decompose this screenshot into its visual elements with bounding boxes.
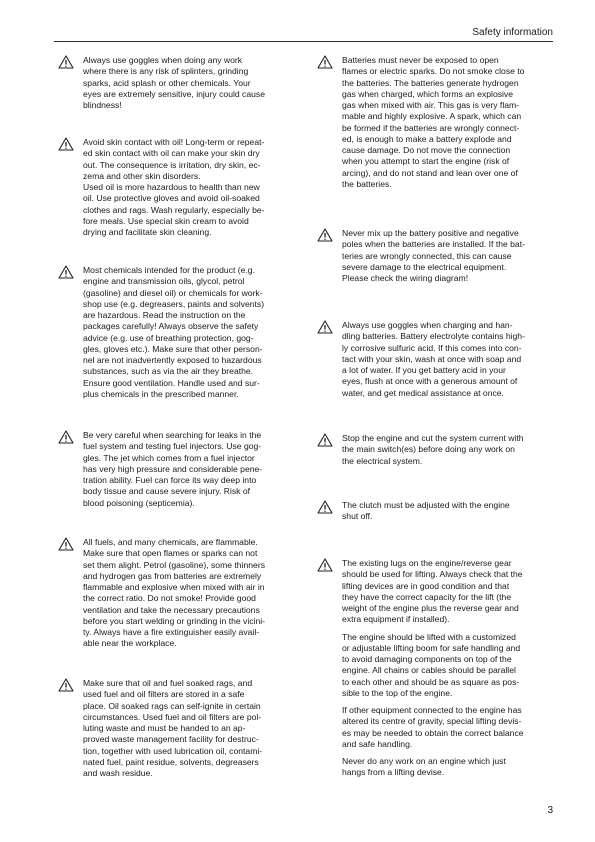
text-line: the batteries. The batteries generate hydrogen	[342, 77, 519, 88]
text-line: sparks, acid splash or other chemicals. Your	[83, 77, 251, 88]
warning-paragraph	[342, 756, 524, 779]
warning-paragraph	[342, 500, 510, 523]
warning-text	[342, 558, 524, 785]
warning-paragraph	[342, 320, 525, 399]
text-line: clothes and rags. Wash regularly, especially be-	[83, 204, 265, 215]
text-line: Ensure good ventilation. Handle used and sur-	[83, 377, 260, 388]
text-line: Stop the engine and cut the system current with	[342, 433, 524, 443]
warning-triangle-icon	[58, 430, 74, 444]
text-line: Be very careful when searching for leaks in the	[83, 430, 262, 440]
warning-triangle-icon	[58, 678, 74, 692]
text-line: Never do any work on an engine which just	[342, 756, 506, 766]
text-line: Used oil is more hazardous to health than new	[83, 182, 260, 192]
warning-text	[83, 55, 265, 117]
warning-triangle-icon	[317, 558, 333, 572]
text-line: shop use (e.g. degreasers, paints and solvents)	[83, 298, 265, 309]
warning-text	[342, 500, 510, 529]
text-line: Never mix up the battery positive and negative	[342, 228, 519, 238]
warning-triangle-icon	[58, 537, 74, 551]
text-line: plus chemicals in the prescribed manner.	[83, 388, 239, 399]
text-line: the batteries.	[342, 178, 392, 189]
text-line: eyes are extremely sensitive, injury could cause	[83, 88, 265, 99]
warning-paragraph	[342, 632, 524, 700]
warning-text	[83, 430, 262, 515]
text-line: The existing lugs on the engine/reverse gear	[342, 558, 512, 568]
text-line: Make sure that oil and fuel soaked rags, and	[83, 678, 253, 688]
text-line: The clutch must be adjusted with the engine	[342, 500, 510, 510]
text-line: ed skin contact with oil can make your skin dry	[83, 148, 260, 159]
text-line: before you start welding or grinding in the vicini-	[83, 615, 265, 626]
text-line: ventilation and take the necessary precautions	[83, 604, 260, 615]
text-line: Batteries must never be exposed to open	[342, 55, 499, 65]
text-line: engine and transmission oils, glycol, petrol	[83, 276, 245, 287]
text-line: ed, is enough to make a battery explode and	[342, 133, 512, 144]
text-line: fore meals. Use special skin cream to avoid	[83, 215, 249, 226]
warning-paragraph	[342, 558, 524, 626]
text-line: the correct ratio. Do not smoke! Provide good	[83, 593, 256, 604]
text-line: zema and other skin disorders.	[83, 170, 201, 181]
text-line: ly corrosive sulfuric acid. If this comes into con-	[342, 342, 522, 353]
text-line: arcing), and do not stand and lean over one of	[342, 167, 518, 178]
text-line: tration ability. Fuel can force its way deep into	[83, 475, 257, 485]
warning-paragraph	[83, 265, 264, 400]
text-line: lifting devices are in good condition and that	[342, 580, 510, 591]
warning-paragraph	[83, 537, 265, 650]
text-line: Please check the wiring diagram!	[342, 273, 469, 283]
text-line: poles when the batteries are installed. If the bat-	[342, 239, 525, 250]
text-line: Most chemicals intended for the product (e.g.	[83, 265, 255, 275]
warning-paragraph	[83, 55, 265, 111]
text-line: blindness!	[83, 100, 122, 110]
text-line: luting waste and must be handed to an ap-	[83, 723, 246, 733]
page-header	[0, 0, 595, 40]
text-line: es may be needed to obtain the correct balance	[342, 727, 524, 738]
warning-triangle-icon	[317, 320, 333, 334]
warning-triangle-icon	[317, 433, 333, 447]
text-line: and hydrogen gas from batteries are extremely	[83, 570, 262, 581]
header-divider	[54, 41, 553, 42]
text-line: body tissue and cause severe injury. Risk of	[83, 486, 251, 497]
text-line: flammable and explosive when mixed with air in	[83, 582, 265, 592]
text-line: shut off.	[342, 511, 373, 522]
text-line: or adjustable lifting boom for safe handling and	[342, 642, 521, 653]
warning-paragraph	[83, 678, 262, 779]
text-line: (gasoline) and diesel oil) or chemicals for work-	[83, 287, 263, 298]
text-line: gles, gloves etc.). Make sure that other person-	[83, 343, 263, 354]
text-line: mable and highly explosive. A spark, which can	[342, 111, 522, 122]
text-line: engine. All chains or cables should be parallel	[342, 665, 516, 676]
warning-triangle-icon	[317, 55, 333, 69]
header-section-title: Safety information	[472, 27, 553, 38]
text-line: nated fuel, paint residue, solvents, degreasers	[83, 756, 259, 767]
text-line: drying and facilitate skin cleaning.	[83, 227, 212, 237]
text-line: Always use goggles when charging and han-	[342, 320, 513, 330]
warning-text	[83, 678, 262, 785]
warning-triangle-icon	[58, 55, 74, 69]
text-line: flames or electric sparks. Do not smoke close to	[342, 66, 525, 77]
text-line: gles. The jet which comes from a fuel injector	[83, 452, 255, 463]
text-line: Make sure that open flames or sparks can not	[83, 548, 258, 559]
warning-paragraph	[83, 137, 265, 238]
text-line: where there is any risk of splinters, grinding	[83, 66, 249, 77]
text-line: fuel system and testing fuel injectors. Use gog-	[83, 441, 262, 452]
text-line: and safe handling.	[342, 738, 413, 749]
text-line: eyes, flush at once with a generous amount of	[342, 376, 518, 387]
text-line: out. The consequence is irritation, dry skin, ec-	[83, 159, 261, 170]
text-line: sible to the top of the engine.	[342, 687, 453, 698]
text-line: gas when mixed with air. This gas is very flam-	[342, 100, 520, 110]
text-line: when you attempt to start the engine (risk of	[342, 156, 510, 167]
text-line: advice (e.g. use of breathing protection, gog-	[83, 332, 254, 343]
text-line: are hazardous. Read the instruction on the	[83, 310, 246, 320]
text-line: oil. Use protective gloves and avoid oil-soaked	[83, 193, 260, 204]
text-line: weight of the engine plus the reverse gear and	[342, 603, 519, 613]
text-line: a lot of water. If you get battery acid in your	[342, 365, 506, 375]
text-line: substances, such as via the air they breathe.	[83, 366, 254, 377]
text-line: proved waste management facility for destruc-	[83, 734, 259, 745]
text-line: circumstances. Used fuel and oil filters are pol-	[83, 711, 262, 722]
text-line: blood poisoning (septicemia).	[83, 497, 195, 508]
warning-paragraph	[342, 433, 524, 467]
text-line: used fuel and oil filters are stored in a safe	[83, 689, 245, 700]
text-line: tact with your skin, wash at once with soap and	[342, 353, 522, 364]
text-line: nel are not inadvertently exposed to hazardous	[83, 355, 262, 365]
text-line: Always use goggles when doing any work	[83, 55, 243, 65]
text-line: Avoid skin contact with oil! Long-term or repeat-	[83, 137, 265, 147]
text-line: they have the correct capacity for the lift (the	[342, 591, 512, 602]
text-line: hangs from a lifting devise.	[342, 767, 445, 778]
warning-paragraph	[342, 228, 525, 284]
text-line: severe damage to the electrical equipment.	[342, 261, 507, 272]
warning-triangle-icon	[317, 500, 333, 514]
text-line: water, and get medical assistance at once.	[342, 387, 504, 398]
text-line: altered its centre of gravity, special lifting devis-	[342, 716, 522, 727]
text-line: teries are wrongly connected, this can cause	[342, 250, 512, 261]
text-line: All fuels, and many chemicals, are flammable.	[83, 537, 258, 547]
warning-text	[342, 228, 525, 290]
warning-triangle-icon	[317, 228, 333, 242]
text-line: tion, together with used lubrication oil, contami-	[83, 745, 263, 756]
warning-text	[342, 433, 524, 473]
text-line: and wash residue.	[83, 768, 153, 778]
text-line: to avoid damaging components on top of the	[342, 654, 512, 664]
text-line: to each other and should be as square as pos-	[342, 676, 520, 687]
text-line: If other equipment connected to the engine has	[342, 705, 522, 715]
page-number: 3	[547, 805, 553, 816]
warning-paragraph	[342, 55, 524, 190]
text-line: packages carefully! Always observe the safety	[83, 321, 259, 332]
warning-text	[83, 537, 265, 656]
text-line: ty. Always have a fire extinguisher easily avail-	[83, 627, 260, 637]
text-line: gas when charged, which forms an explosive	[342, 88, 514, 99]
warning-paragraph	[342, 705, 524, 750]
warning-text	[342, 55, 524, 196]
text-line: able near the workplace.	[83, 638, 177, 649]
text-line: the electrical system.	[342, 455, 423, 466]
text-line: dling batteries. Battery electrolyte contains high-	[342, 331, 525, 342]
text-line: place. Oil soaked rags can self-ignite in certain	[83, 700, 261, 711]
warning-text	[342, 320, 525, 405]
text-line: the main switch(es) before doing any work on	[342, 444, 515, 455]
text-line: be formed if the batteries are wrongly connect-	[342, 122, 520, 133]
warning-triangle-icon	[58, 265, 74, 279]
warning-paragraph	[83, 430, 262, 509]
text-line: The engine should be lifted with a customized	[342, 631, 516, 642]
text-line: has very high pressure and considerable pene-	[83, 463, 263, 474]
text-line: set them alight. Petrol (gasoline), some thinners	[83, 559, 265, 570]
warning-triangle-icon	[58, 137, 74, 151]
warning-text	[83, 137, 265, 244]
text-line: should be used for lifting. Always check that the	[342, 569, 523, 580]
text-line: extra equipment if installed).	[342, 614, 450, 625]
warning-text	[83, 265, 264, 406]
text-line: cause damage. Do not move the connection	[342, 145, 511, 155]
